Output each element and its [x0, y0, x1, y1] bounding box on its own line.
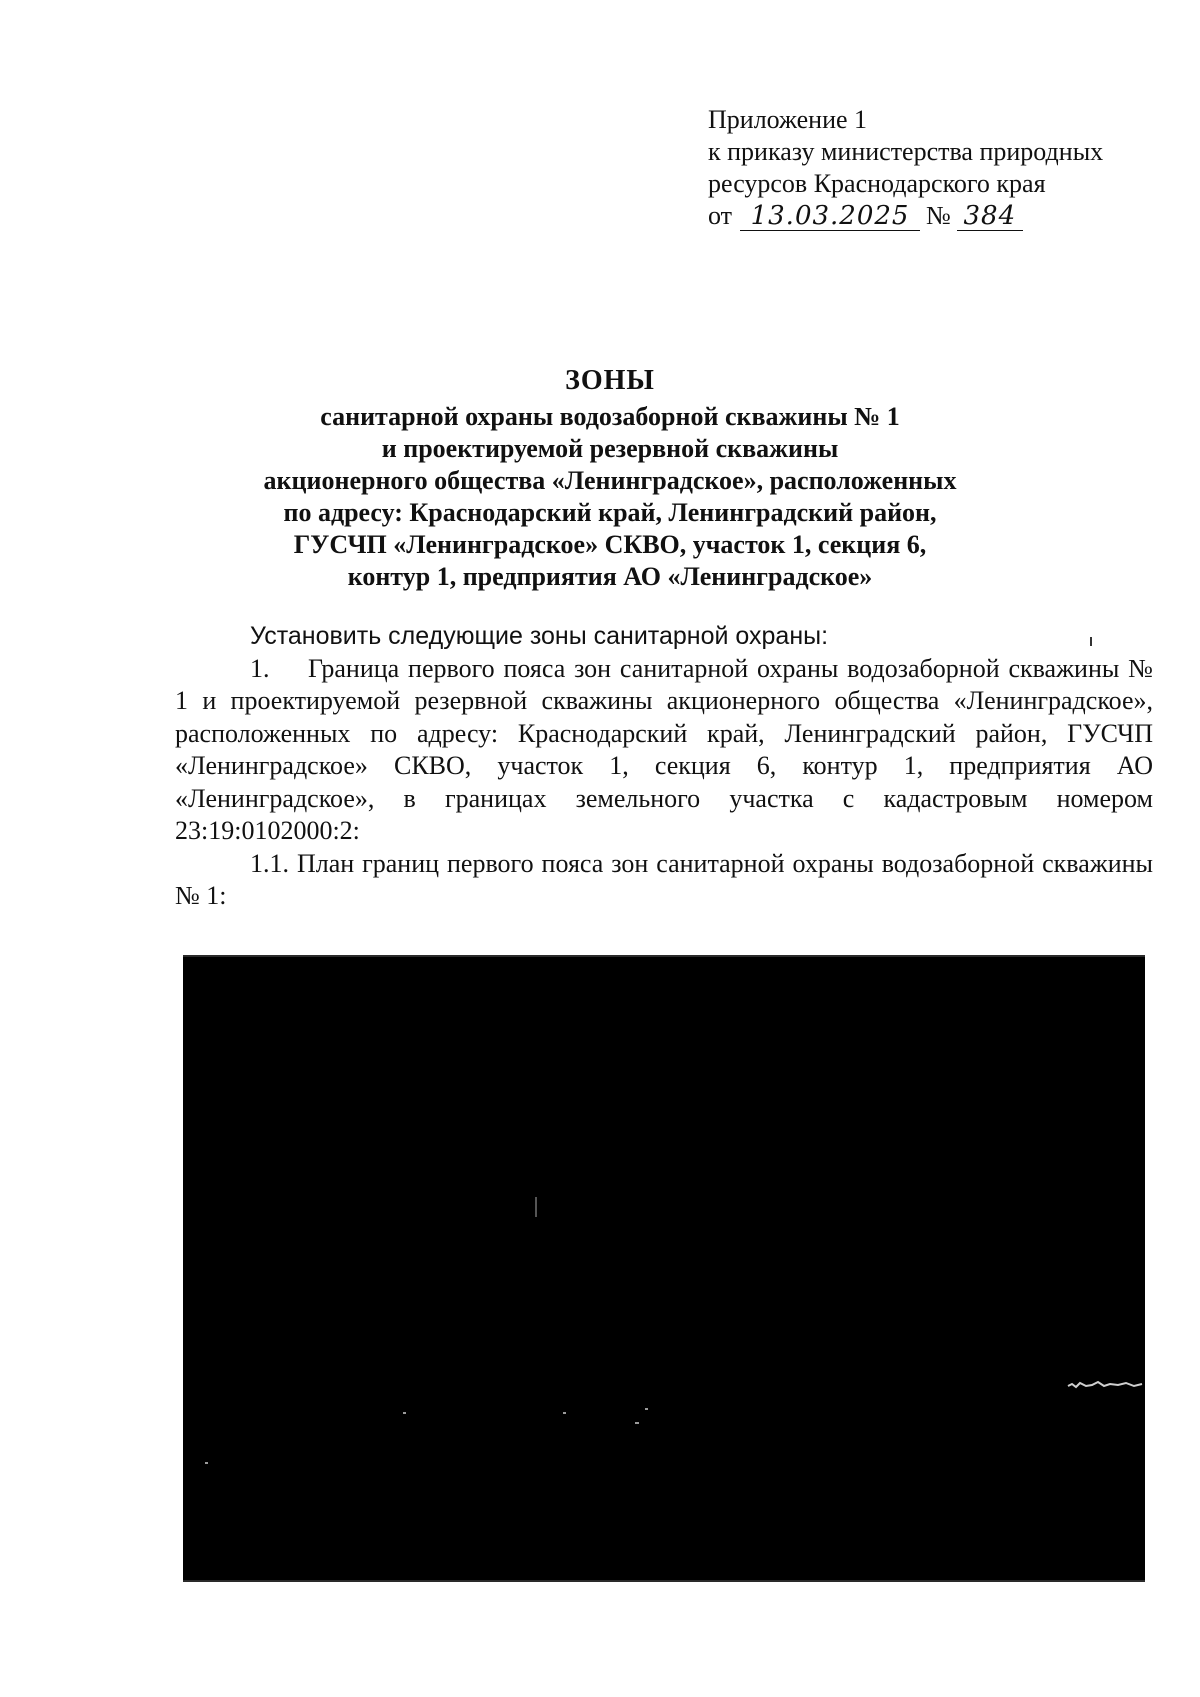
appendix-title: Приложение 1	[708, 105, 868, 134]
date-prefix: от	[708, 201, 733, 230]
appendix-block	[708, 104, 1168, 232]
plan-image	[183, 955, 1145, 1582]
title-line-5: ГУСЧП «Ленинградское» СКВО, участок 1, секция 6,	[293, 530, 927, 559]
handwritten-date: 13.03.2025	[740, 202, 920, 231]
intro-paragraph: Установить следующие зоны санитарной охраны:	[250, 622, 829, 650]
scan-artifact	[1066, 1380, 1146, 1390]
appendix-date-line	[708, 200, 1168, 232]
appendix-order-ref: к приказу министерства природных	[708, 137, 1104, 166]
scan-mark	[1090, 637, 1092, 646]
document-title	[150, 365, 1070, 593]
number-prefix: №	[926, 201, 951, 230]
scan-speck	[535, 1197, 537, 1217]
scan-speck	[645, 1408, 648, 1410]
scan-speck	[205, 1462, 208, 1464]
handwritten-number: 384	[957, 202, 1023, 231]
title-line-2: и проектируемой резервной скважины	[381, 434, 839, 463]
item-1-number: 1.	[250, 653, 270, 683]
scan-speck	[635, 1422, 639, 1424]
document-body	[175, 620, 1153, 913]
item-1-1-paragraph: 1.1. План границ первого пояса зон санитарной охраны водозаборной скважины № 1:	[175, 848, 1153, 910]
title-line-1: санитарной охраны водозаборной скважины № 1	[320, 402, 900, 431]
title-main: ЗОНЫ	[565, 365, 655, 396]
item-1-paragraph	[175, 653, 1153, 848]
scan-speck	[403, 1412, 406, 1414]
appendix-ministry: ресурсов Краснодарского края	[708, 169, 1046, 198]
item-1-text: Граница первого пояса зон санитарной охраны водозаборной скважины № 1 и проектируемой резервной скважины акционерного общества «Ленинградское», расположенных по адресу: Краснодарский край, Ленинградский район, ГУСЧП «Ленинградское» СКВО, участок 1, секция 6, контур 1, предприятия АО «Ленинградское», в границах земельного участка с кадастровым номером 23:19:0102000:2:	[175, 653, 1153, 845]
title-line-4: по адресу: Краснодарский край, Ленинградский район,	[283, 498, 937, 527]
scan-speck	[563, 1412, 566, 1414]
title-line-3: акционерного общества «Ленинградское», расположенных	[263, 466, 957, 495]
title-line-6: контур 1, предприятия АО «Ленинградское»	[347, 562, 873, 591]
